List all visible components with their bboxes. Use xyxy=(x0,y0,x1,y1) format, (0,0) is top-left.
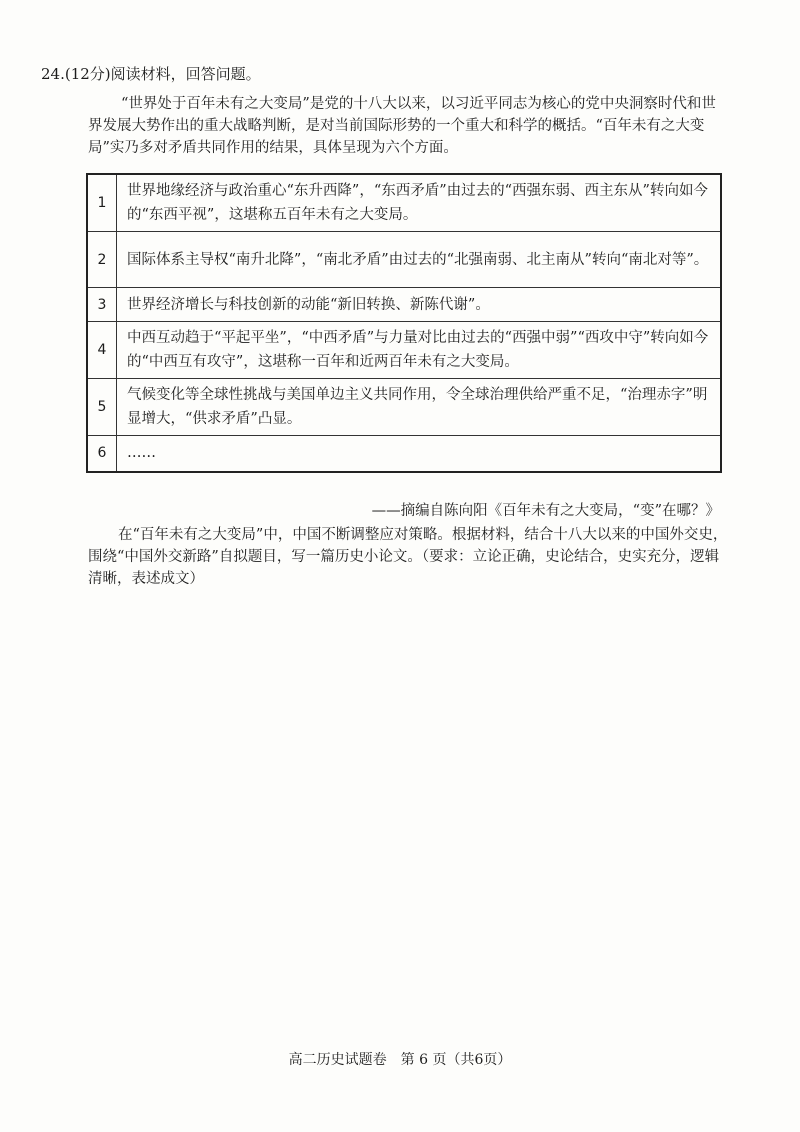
question-number: 24. xyxy=(41,65,65,83)
page-footer: 高二历史试题卷 第 6 页（共6页） xyxy=(288,1052,512,1068)
row-text: 气候变化等全球性挑战与美国单边主义共同作用，令全球治理供给严重不足，“治理赤字”明显增大，“供求矛盾”凸显。 xyxy=(117,379,722,436)
table-row xyxy=(87,174,721,232)
row-text: …… xyxy=(117,436,722,472)
table-row xyxy=(87,288,721,322)
material-intro-text: “世界处于百年未有之大变局”是党的十八大以来，以习近平同志为核心的党中央洞察时代和世界发展大势作出的重大战略判断，是对当前国际形势的一个重大和科学的概括。“百年未有之大变局”实乃多对矛盾共同作用的结果，具体呈现为六个方面。 xyxy=(88,96,716,156)
question-instruction: 阅读材料，回答问题。 xyxy=(110,65,261,83)
row-number: 2 xyxy=(87,232,117,288)
table-row xyxy=(87,436,721,472)
question-points: (12分) xyxy=(64,65,111,83)
row-text: 世界地缘经济与政治重心“东升西降”，“东西矛盾”由过去的“西强东弱、西主东从”转向如今的“东西平视”，这堪称五百年未有之大变局。 xyxy=(117,174,722,232)
row-text: 中西互动趋于“平起平坐”，“中西矛盾”与力量对比由过去的“西强中弱”“西攻中守”转向如今的“中西互有攻守”，这堪称一百年和近两百年未有之大变局。 xyxy=(117,322,722,379)
row-number: 6 xyxy=(87,436,117,472)
material-source: ——摘编自陈向阳《百年未有之大变局，“变”在哪？》 xyxy=(371,503,720,519)
row-text: 世界经济增长与科技创新的动能“新旧转换、新陈代谢”。 xyxy=(117,288,722,322)
row-number: 3 xyxy=(87,288,117,322)
row-number: 1 xyxy=(87,174,117,232)
task-paragraph xyxy=(88,524,728,590)
task-text: 在“百年未有之大变局”中，中国不断调整应对策略。根据材料，结合十八大以来的中国外交史，围绕“中国外交新路”自拟题目，写一篇历史小论文。（要求：立论正确，史论结合，史实充分，逻辑清晰，表述成文） xyxy=(88,527,728,587)
row-number: 4 xyxy=(87,322,117,379)
table-row xyxy=(87,232,721,288)
material-intro xyxy=(88,93,728,159)
material-table xyxy=(86,173,722,473)
row-text: 国际体系主导权“南升北降”，“南北矛盾”由过去的“北强南弱、北主南从”转向“南北对等”。 xyxy=(117,232,722,288)
table-row xyxy=(87,379,721,436)
question-header xyxy=(41,63,261,85)
row-number: 5 xyxy=(87,379,117,436)
table-row xyxy=(87,322,721,379)
